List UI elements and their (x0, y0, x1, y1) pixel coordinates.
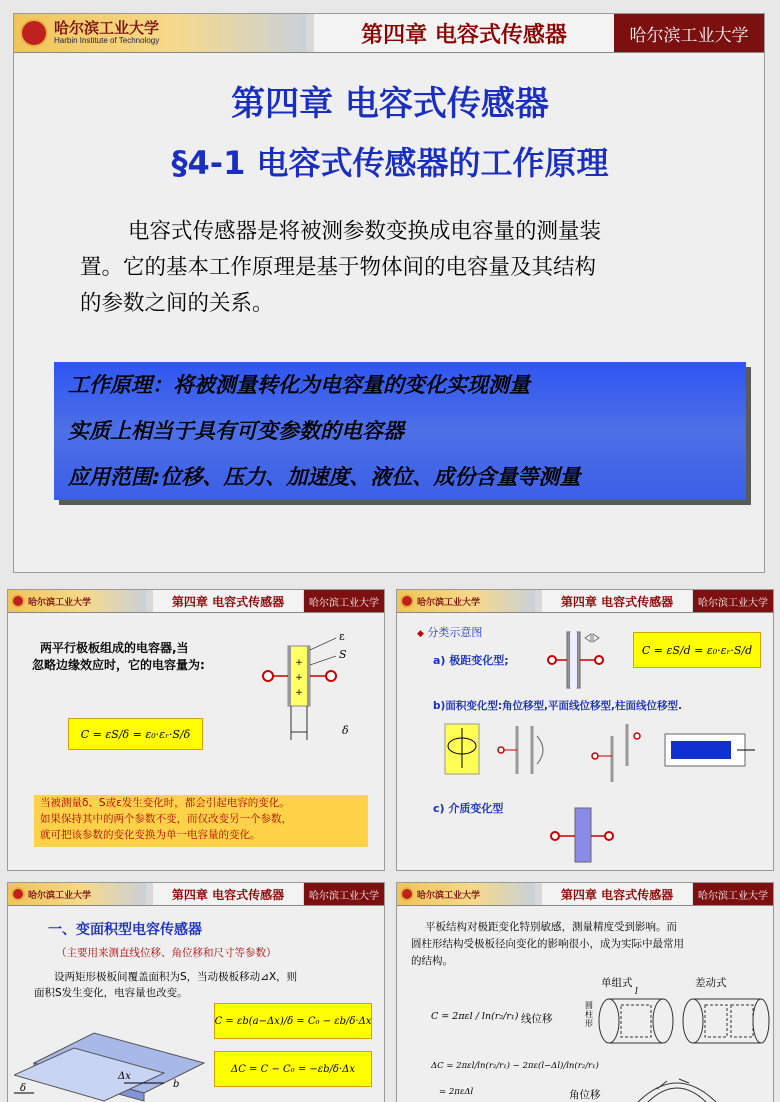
thumb-slide-5[interactable] (396, 882, 774, 1102)
gap-formula: C = εS/d = ε₀·εᵣ·S/d (633, 632, 761, 668)
label-epsilon: ε (339, 630, 345, 643)
principle-line: 应用范围:位移、压力、加速度、液位、成份含量等测量 (68, 465, 581, 489)
logo-text: 哈尔滨工业大学 (54, 18, 160, 37)
university-name: 哈尔滨工业大学 (693, 590, 773, 612)
principle-line: 实质上相当于具有可变参数的电容器 (68, 419, 404, 443)
thumb-slide-2[interactable] (7, 589, 385, 871)
chapter-title: 第四章 电容式传感器 (314, 14, 614, 52)
chapter-title: 第四章 电容式传感器 (153, 883, 303, 905)
angular-diagram (627, 1063, 727, 1102)
label-dx: Δx (118, 1071, 131, 1082)
label-cylinder: 圆柱形 (585, 1001, 593, 1028)
principle-line: 工作原理：将被测量转化为电容量的变化实现测量 (68, 373, 530, 397)
cylinder-diagrams (593, 991, 771, 1051)
label-diff: 差动式 (695, 977, 727, 989)
intro-paragraph (80, 214, 740, 322)
slide-header (8, 590, 384, 613)
chapter-title: 第四章 电容式传感器 (542, 883, 692, 905)
item-b: b)面积变化型:角位移型,平面线位移型,柱面线位移型. (433, 700, 682, 712)
description (411, 919, 769, 970)
university-logo (397, 590, 535, 612)
university-name: 哈尔滨工业大学 (304, 590, 384, 612)
seal-icon (11, 594, 25, 608)
logo-text: 哈尔滨工业大学 (417, 890, 481, 901)
chapter-title: 第四章 电容式传感器 (153, 590, 303, 612)
university-logo (8, 883, 146, 905)
svg-text:+: + (295, 658, 303, 668)
seal-icon (20, 19, 48, 47)
logo-en: Harbin Institute of Technology (54, 35, 160, 45)
section-subtitle: （主要用来测直线位移、角位移和尺寸等参数） (56, 947, 277, 959)
text-line: 平板结构对极距变化特别敏感，测量精度受到影响。而 (425, 921, 677, 933)
note-box (34, 795, 368, 847)
label-b: b (173, 1079, 180, 1090)
main-slide (13, 13, 765, 573)
capacitor-diagram (258, 620, 368, 760)
principle-box (54, 362, 746, 500)
formula-delta-capacitance-2: = 2πεΔl (439, 1087, 474, 1097)
bullet-label: 分类示意图 (427, 626, 483, 639)
note-line: 如果保持其中的两个参数不变，而仅改变另一个参数， (40, 813, 292, 825)
capacitance-formula: C = εS/δ = ε₀·εᵣ·S/δ (68, 718, 203, 750)
item-a: a) 极距变化型; (433, 654, 509, 667)
diamond-bullet-icon: ◆ (417, 629, 424, 639)
seal-icon (400, 887, 414, 901)
slide-header (14, 14, 764, 53)
label-angular: 角位移 (569, 1089, 601, 1101)
text-line: 圆柱形结构受极板径向变化的影响很小，成为实际中最常用 (411, 938, 684, 950)
slide-header (397, 883, 773, 906)
text-line: 面积S发生变化，电容量也改变。 (34, 987, 188, 999)
label-linear: 线位移 (521, 1013, 553, 1025)
paragraph-line: 的参数之间的关系。 (80, 291, 274, 316)
chapter-title: 第四章 电容式传感器 (542, 590, 692, 612)
section-title: 一、变面积型电容传感器 (48, 922, 202, 938)
text-line: 忽略边缘效应时，它的电容量为: (32, 658, 205, 672)
paragraph-line: 置。它的基本工作原理是基于物体间的电容量及其结构 (80, 255, 597, 280)
page-title: 第四章 电容式传感器 (231, 84, 549, 124)
seal-icon (11, 887, 25, 901)
svg-text:+: + (295, 673, 303, 683)
area-variation-diagrams (437, 716, 767, 796)
label-l: l (635, 987, 638, 997)
text-line: 两平行极板组成的电容器,当 (40, 641, 189, 655)
formula-linear-capacitance: C = 2πεl / ln(r₂/r₁) (431, 1011, 519, 1022)
university-logo (8, 590, 146, 612)
university-logo (397, 883, 535, 905)
logo-text: 哈尔滨工业大学 (417, 597, 481, 608)
slide-header (8, 883, 384, 906)
slide-header (397, 590, 773, 613)
bullet-item (417, 624, 482, 640)
thumb-slide-4[interactable] (7, 882, 385, 1102)
university-name: 哈尔滨工业大学 (304, 883, 384, 905)
note-line: 就可把该参数的变化变换为单一电容量的变化。 (40, 829, 261, 841)
label-s: S (339, 648, 347, 661)
section-subtitle: §4-1 电容式传感器的工作原理 (171, 144, 609, 182)
area-formula-1: C = εb(a−Δx)/δ = C₀ − εb/δ·Δx (214, 1003, 372, 1039)
item-c: c) 介质变化型 (433, 802, 504, 815)
note-line: 当被测量δ、S或ε发生变化时，都会引起电容的变化。 (40, 797, 290, 809)
gap-variation-diagram (547, 630, 607, 690)
intro-text (32, 640, 205, 674)
logo-text: 哈尔滨工业大学 (28, 890, 92, 901)
university-name: 哈尔滨工业大学 (614, 14, 764, 52)
formula-delta-capacitance: ΔC = 2πεl/ln(r₂/r₁) − 2πε(l−Δl)/ln(r₂/r₁) (431, 1061, 599, 1071)
dielectric-variation-diagram (547, 806, 617, 864)
label-delta: δ (342, 724, 349, 737)
plates-diagram (14, 1013, 214, 1102)
label-delta: δ (20, 1083, 27, 1094)
svg-text:+: + (295, 688, 303, 698)
label-single: 单组式 (601, 977, 633, 989)
area-formula-2: ΔC = C − C₀ = −εb/δ·Δx (214, 1051, 372, 1087)
text-line: 设两矩形极板间覆盖面积为S，当动极板移动⊿X，则 (54, 971, 298, 983)
logo-text: 哈尔滨工业大学 (28, 597, 92, 608)
university-name: 哈尔滨工业大学 (693, 883, 773, 905)
description (34, 969, 297, 1001)
text-line: 的结构。 (411, 955, 453, 967)
thumb-slide-3[interactable] (396, 589, 774, 871)
paragraph-line: 电容式传感器是将被测参数变换成电容量的测量装 (128, 219, 602, 244)
seal-icon (400, 594, 414, 608)
university-logo (14, 14, 306, 52)
